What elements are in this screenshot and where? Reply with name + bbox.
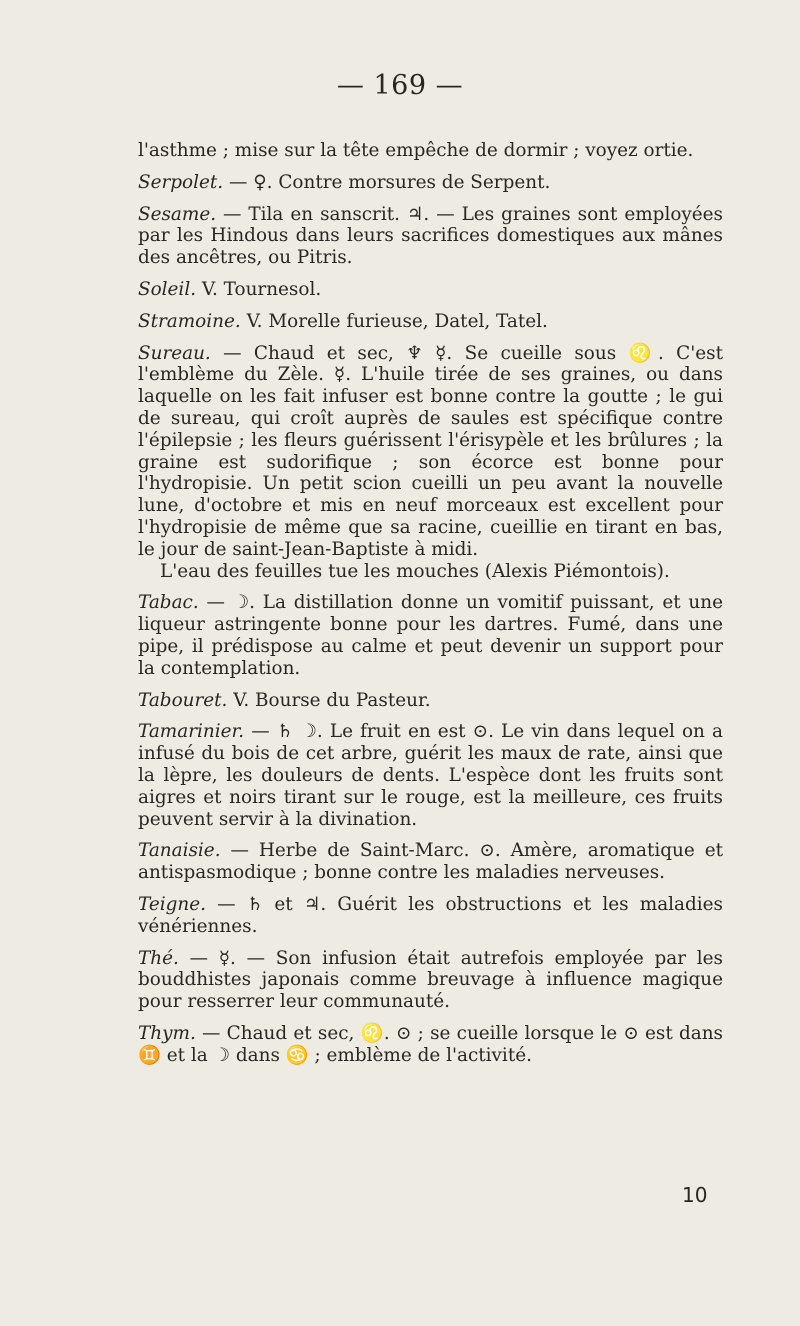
entry-headword: Tamarinier.: [138, 721, 245, 743]
continuation-paragraph: l'asthme ; mise sur la tête empêche de dormir ; voyez ortie.: [138, 140, 694, 161]
text-block: [138, 140, 723, 1076]
entry-text: — ☽. La distillation donne un vomitif puissant, et une liqueur astringente bonne pour les dartres. Fumé, dans une pipe, il prédispose au calme et peut devenir un support pour la contemplation.: [138, 592, 723, 679]
entry-text: V. Tournesol.: [201, 278, 322, 300]
entry-headword: Tabouret.: [138, 689, 228, 711]
entry: [138, 279, 723, 301]
entry-headword: Tabac.: [138, 592, 199, 614]
entry-headword: Thym.: [138, 1022, 196, 1044]
entry-headword: Stramoine.: [138, 310, 241, 332]
entry: [138, 343, 723, 583]
entry-text: — ♄ et ♃. Guérit les obstructions et les maladies vénériennes.: [138, 893, 723, 937]
entry-text: — Herbe de Saint-Marc. ⊙. Amère, aromatique et antispasmodique ; bonne contre les maladies nerveuses.: [138, 840, 723, 884]
entry-text: — ♀. Contre morsures de Serpent.: [228, 171, 551, 193]
entry: [138, 592, 723, 679]
entry-headword: Tanaisie.: [138, 840, 221, 862]
entry: [138, 172, 723, 194]
page-number: — 169 —: [336, 70, 464, 101]
entry: [138, 311, 723, 333]
entry: [138, 204, 723, 269]
entry: [138, 690, 723, 712]
entry: [138, 948, 723, 1013]
entry: [138, 721, 723, 830]
entry-headword: Sureau.: [138, 342, 211, 364]
entry-text: V. Morelle furieuse, Datel, Tatel.: [246, 310, 548, 332]
entry-text: V. Bourse du Pasteur.: [233, 689, 431, 711]
entry-text: — Tila en sanscrit. ♃. — Les graines sont employées par les Hindous dans leurs sacrifices domestiques aux mânes des ancêtres, ou Pitris.: [138, 203, 723, 269]
entry-headword: Thé.: [138, 947, 179, 969]
entry: [138, 894, 723, 938]
entry: [138, 1023, 723, 1067]
entry-text: — Chaud et sec, ♆ ☿. Se cueille sous ♌. C'est l'emblème du Zèle. ☿. L'huile tirée de ses graines, ou dans laquelle on les fait infuser est bonne contre la goutte ; le gui de sureau, qui croît auprès de saules est spécifique contre l'épilepsie ; les fleurs guérissent l'érisypèle et les brûlures ; la graine est sudorifique ; son écorce est bonne pour l'hydropisie. Un petit scion cueilli un peu avant la nouvelle lune, d'octobre et mis en neuf morceaux est excellent pour l'hydropisie de même que sa racine, cueillie en tirant en bas, le jour de saint-Jean-Baptiste à midi.: [138, 342, 723, 560]
entry-headword: Serpolet.: [138, 171, 224, 193]
entry-text: — Chaud et sec, ♌. ⊙ ; se cueille lorsque le ⊙ est dans ♊ et la ☽ dans ♋ ; emblème de l'activité.: [138, 1022, 723, 1066]
entry-headword: Sesame.: [138, 203, 217, 225]
entry-text: L'eau des feuilles tue les mouches (Alexis Piémontois).: [160, 560, 670, 582]
signature-mark: 10: [682, 1183, 708, 1207]
entry: [138, 840, 723, 884]
entry-headword: Teigne.: [138, 893, 206, 915]
entry-text: — ☿. — Son infusion était autrefois employée par les bouddhistes japonais comme breuvage à influence magique pour resserrer leur communauté.: [138, 947, 723, 1013]
entry-headword: Soleil.: [138, 278, 197, 300]
entry-text: — ♄ ☽. Le fruit en est ⊙. Le vin dans lequel on a infusé du bois de cet arbre, guérit les maux de rate, ainsi que la lèpre, les douleurs de dents. L'espèce dont les fruits sont aigres et noirs tirant sur le rouge, est la meilleure, ces fruits peuvent servir à la divination.: [138, 721, 723, 830]
